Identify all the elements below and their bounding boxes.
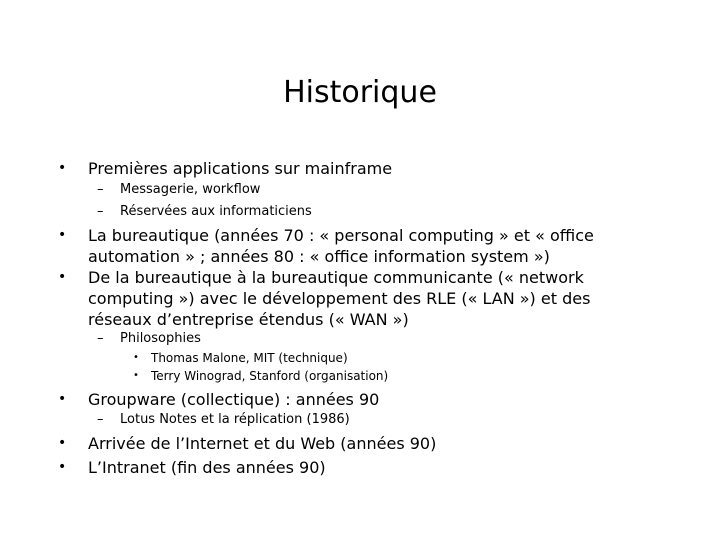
- bullet-item: Arrivée de l’Internet et du Web (années 90): [88, 434, 437, 453]
- dash-marker: –: [97, 331, 104, 346]
- bullet-marker: •: [58, 435, 67, 451]
- bullet-marker: •: [58, 459, 67, 475]
- bullet-item: Groupware (collectique) : années 90: [88, 390, 380, 409]
- sub-sub-bullet-marker: •: [133, 352, 139, 363]
- bullet-marker: •: [58, 269, 67, 285]
- bullet-item: Premières applications sur mainframe: [88, 159, 393, 178]
- sub-sub-bullet-item: Terry Winograd, Stanford (organisation): [151, 369, 389, 383]
- bullet-item: De la bureautique à la bureautique communicante (« network computing ») avec le développement des RLE (« LAN ») et des réseaux d’entreprise étendus (« WAN »): [88, 268, 591, 329]
- dash-marker: –: [97, 412, 104, 427]
- sub-sub-bullet-item: Thomas Malone, MIT (technique): [151, 351, 348, 365]
- sub-sub-bullet-marker: •: [133, 370, 139, 381]
- dash-marker: –: [97, 204, 104, 219]
- sub-bullet-item: Philosophies: [120, 331, 201, 346]
- bullet-marker: •: [58, 227, 67, 243]
- bullet-item: L’Intranet (fin des années 90): [88, 458, 326, 477]
- bullet-marker: •: [58, 391, 67, 407]
- slide-title: Historique: [283, 75, 437, 110]
- sub-bullet-item: Réservées aux informaticiens: [120, 204, 312, 219]
- sub-bullet-item: Messagerie, workflow: [120, 182, 261, 197]
- bullet-marker: •: [58, 160, 67, 176]
- bullet-item: La bureautique (années 70 : « personal computing » et « office automation » ; années 80 : « office information system »): [88, 226, 594, 266]
- sub-bullet-item: Lotus Notes et la réplication (1986): [120, 412, 350, 427]
- dash-marker: –: [97, 182, 104, 197]
